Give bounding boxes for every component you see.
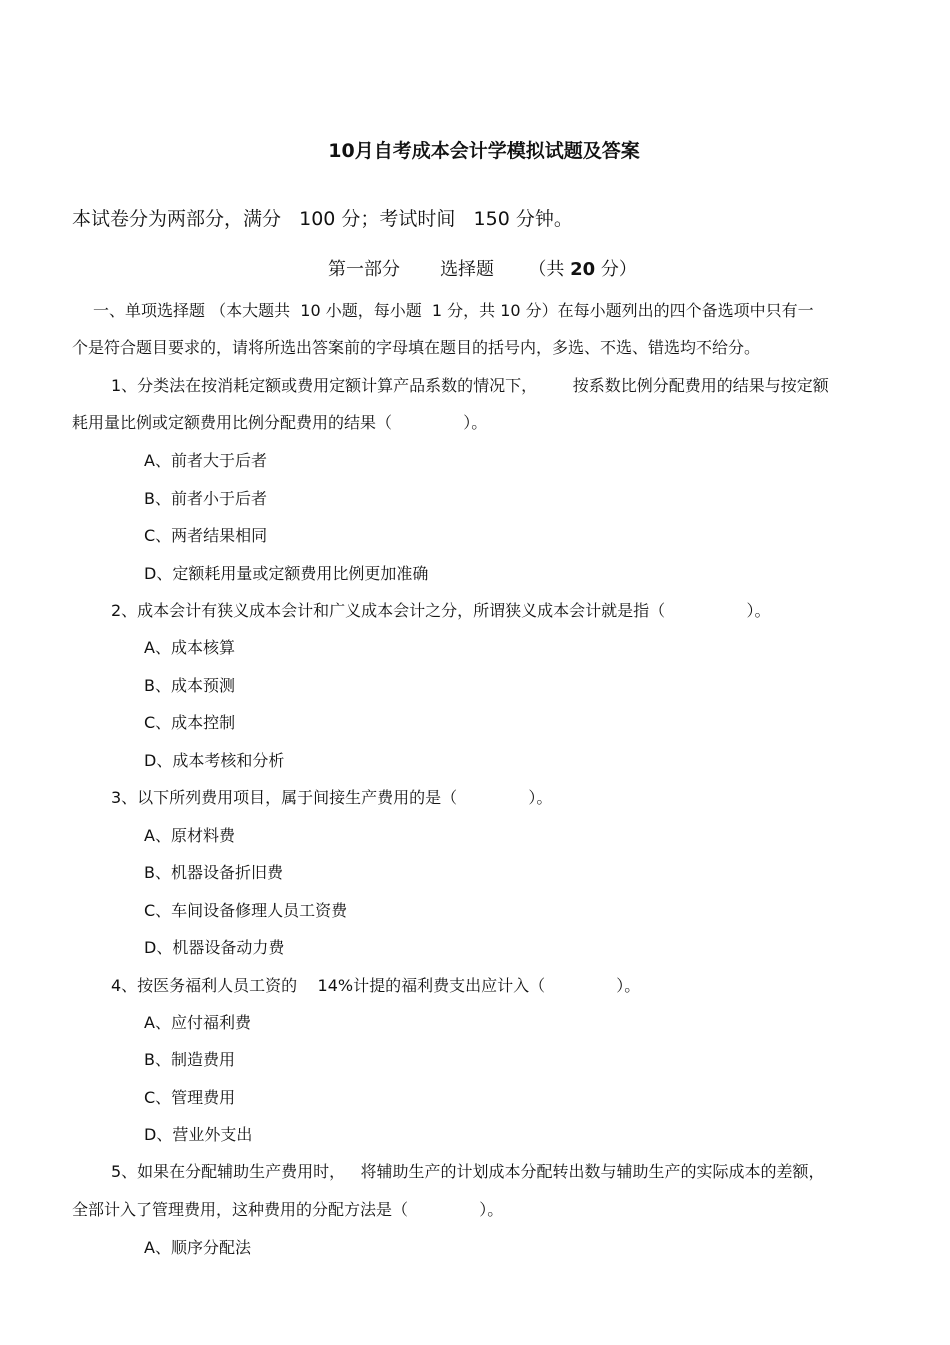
question-1-option-b: B、前者小于后者 (144, 489, 267, 508)
question-4-option-b: B、制造费用 (144, 1050, 235, 1069)
question-5-line-1: 5、如果在分配辅助生产费用时， 将辅助生产的计划成本分配转出数与辅助生产的实际成本的差额， (111, 1162, 825, 1181)
question-4-line-1: 4、按医务福利人员工资的 14%计提的福利费支出应计入（ ）。 (111, 976, 641, 995)
question-2-option-c: C、成本控制 (144, 713, 236, 732)
part-name: 选择题 (440, 259, 495, 280)
question-2-option-d: D、成本考核和分析 (144, 751, 285, 770)
part-label: 第一部分 (328, 259, 400, 280)
part-count-number: 20 (570, 259, 596, 280)
part-count-pre: （共 (528, 259, 571, 280)
question-1-option-a: A、前者大于后者 (144, 451, 267, 470)
question-4-option-c: C、管理费用 (144, 1088, 236, 1107)
question-5-option-a: A、顺序分配法 (144, 1238, 251, 1257)
section-instructions-line-2: 个是符合题目要求的，请将所选出答案前的字母填在题目的括号内，多选、不选、错选均不给分。 (72, 338, 761, 357)
document-title: 10月自考成本会计学模拟试题及答案 (328, 140, 640, 162)
question-2-option-b: B、成本预测 (144, 676, 235, 695)
question-3-line-1: 3、以下所列费用项目，属于间接生产费用的是（ ）。 (111, 788, 553, 807)
question-4-option-a: A、应付福利费 (144, 1013, 251, 1032)
section-instructions-line-1: 一、单项选择题 （本大题共 10 小题，每小题 1 分，共 10 分）在每小题列出的四个备选项中只有一 (93, 301, 814, 320)
question-1-line-1: 1、分类法在按消耗定额或费用定额计算产品系数的情况下， 按系数比例分配费用的结果与按定额 (111, 376, 829, 395)
question-3-option-c: C、车间设备修理人员工资费 (144, 901, 348, 920)
part-heading (328, 255, 637, 281)
question-1-option-d: D、定额耗用量或定额费用比例更加准确 (144, 564, 429, 583)
question-3-option-d: D、机器设备动力费 (144, 938, 285, 957)
question-4-option-d: D、营业外支出 (144, 1125, 253, 1144)
exam-intro: 本试卷分为两部分，满分 100 分；考试时间 150 分钟。 (72, 208, 573, 230)
question-5-line-2: 全部计入了管理费用，这种费用的分配方法是（ ）。 (72, 1200, 504, 1219)
question-3-option-b: B、机器设备折旧费 (144, 863, 283, 882)
question-3-option-a: A、原材料费 (144, 826, 235, 845)
question-1-option-c: C、两者结果相同 (144, 526, 268, 545)
question-2-option-a: A、成本核算 (144, 638, 235, 657)
question-1-line-2: 耗用量比例或定额费用比例分配费用的结果（ ）。 (72, 413, 488, 432)
question-2-line-1: 2、成本会计有狭义成本会计和广义成本会计之分，所谓狭义成本会计就是指（ ）。 (111, 601, 771, 620)
part-count-post: 分） (595, 259, 637, 280)
